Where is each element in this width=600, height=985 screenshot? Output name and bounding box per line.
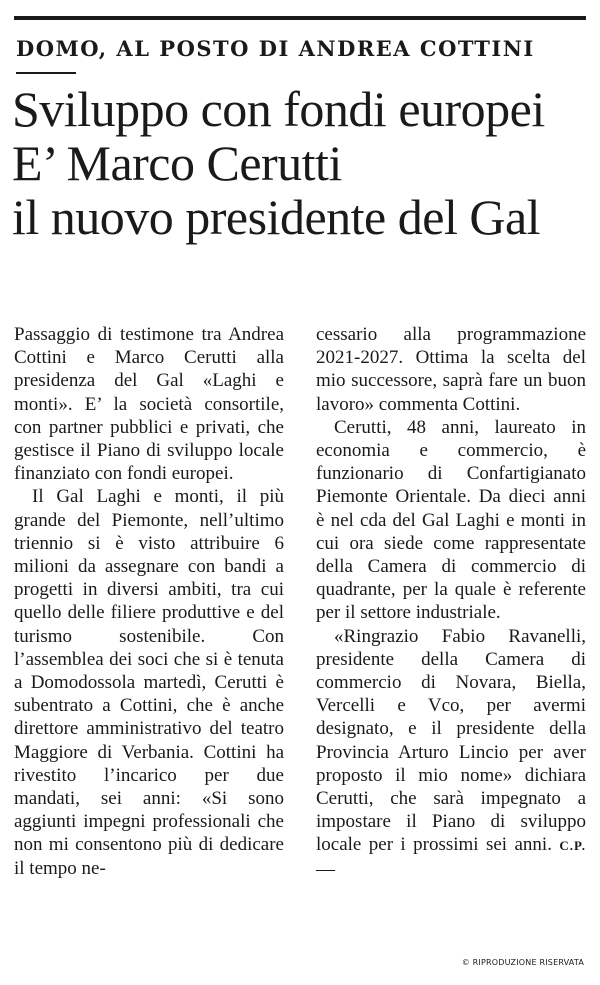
paragraph-5-text: «Ringrazio Fabio Ravanelli, presidente della Camera di commercio di Novara, Biella, Vercelli e Vco, per avermi designato, e il presidente della Provincia Arturo Lincio per aver proposto il mio nome» dichiara Cerutti, che sarà impegnato a impostare il Piano di sviluppo locale per i prossimi sei anni.	[316, 625, 586, 856]
copyright-notice: © RIPRODUZIONE RISERVATA	[461, 958, 584, 967]
article-column-left	[14, 323, 284, 880]
top-rule	[14, 16, 586, 20]
kicker-rule	[16, 72, 76, 74]
kicker: DOMO, AL POSTO DI ANDREA COTTINI	[16, 36, 535, 61]
paragraph-3: cessario alla programmazione 2021-2027. Ottima la scelta del mio successore, saprà fare un buon lavoro» commenta Cottini.	[316, 324, 586, 415]
signature-dash: —	[316, 858, 335, 880]
headline-line-2: E’ Marco Cerutti	[12, 135, 342, 191]
article-column-right	[316, 323, 586, 881]
paragraph-1: Passaggio di testimone tra Andrea Cottini e Marco Cerutti alla presidenza del Gal «Laghi e monti». E’ la società consortile, con partner pubblici e privati, che gestisce il Piano di sviluppo locale finanziato con fondi europei.	[14, 324, 284, 485]
headline	[12, 82, 592, 244]
author-signature: C.P.	[559, 838, 586, 854]
paragraph-4: Cerutti, 48 anni, laureato in economia e commercio, è funzionario di Confartigianato Piemonte Orientale. Da dieci anni è nel cda del Gal Laghi e monti in cui ora siede come rappresentate della Camera di commercio di quadrante, per la quale è referente per il settore industriale.	[316, 416, 586, 624]
paragraph-2: Il Gal Laghi e monti, il più grande del Piemonte, nell’ultimo triennio si è visto attribuire 6 milioni da assegnare con bandi a progetti in diversi ambiti, tra cui quello delle filiere produttive e del turismo sostenibile. Con l’assemblea dei soci che si è tenuta a Domodossola martedì, Cerutti è subentrato a Cottini, che è anche direttore amministrativo del teatro Maggiore di Verbania. Cottini ha rivestito l’incarico per due mandati, sei anni: «Si sono aggiunti impegni professionali che non mi consentono più di dedicare il tempo ne-	[14, 486, 284, 879]
headline-line-3: il nuovo presidente del Gal	[12, 189, 541, 245]
headline-line-1: Sviluppo con fondi europei	[12, 81, 545, 137]
paragraph-5	[316, 625, 586, 881]
